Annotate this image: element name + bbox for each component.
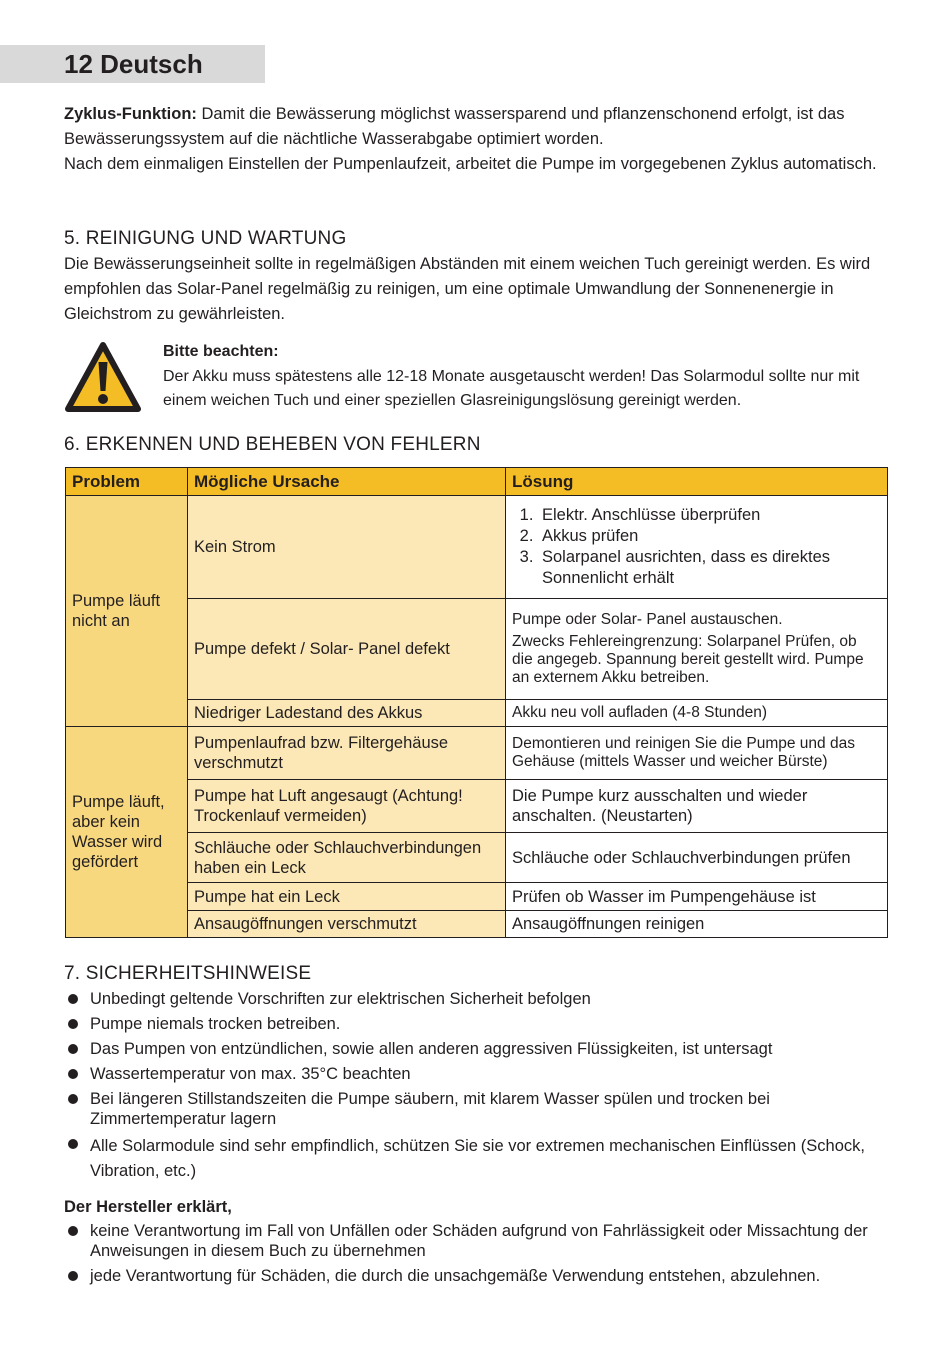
safety-list	[64, 989, 894, 1184]
solution-list-item: 3. Solarpanel ausrichten, dass es direktes Sonnenlicht erhält	[538, 547, 881, 589]
problem-cell: Pumpe läuft nicht an	[66, 496, 188, 727]
solution-list-item: 2. Akkus prüfen	[538, 526, 881, 547]
bullet-icon	[68, 1271, 78, 1281]
solution-list	[512, 505, 881, 589]
bullet-icon	[68, 994, 78, 1004]
solution-cell: Prüfen ob Wasser im Pumpengehäuse ist	[506, 883, 888, 911]
bullet-icon	[68, 1044, 78, 1054]
bullet-icon	[68, 1069, 78, 1079]
solution-cell: Demontieren und reinigen Sie die Pumpe und das Gehäuse (mittels Wasser und weicher Bürste)	[506, 727, 888, 780]
notice-title: Bitte beachten:	[163, 343, 279, 360]
solution-cell: Akku neu voll aufladen (4-8 Stunden)	[506, 700, 888, 727]
notice-text: Der Akku muss spätestens alle 12-18 Monate ausgetauscht werden! Das Solarmodul sollte nur mit einem weichen Tuch und einer speziellen Glasreinigungslösung gereinigt werden.	[163, 367, 860, 409]
table-row	[66, 700, 888, 727]
manufacturer-title: Der Hersteller erklärt,	[64, 1198, 232, 1216]
list-item	[64, 1064, 894, 1084]
notice-box	[163, 340, 903, 414]
solution-cell	[506, 599, 888, 700]
intro-text: Damit die Bewässerung möglichst wassersparend und pflanzenschonend erfolgt, ist das Bewässerungssystem auf die nächtliche Wasserabgabe optimiert worden.	[64, 105, 845, 148]
table-row	[66, 911, 888, 938]
solution-text: Zwecks Fehlereingrenzung: Solarpanel Prüfen, ob die angegeb. Spannung bereit gestellt wird. Pumpe an externem Akku betreiben.	[512, 633, 864, 686]
page-title: 12 Deutsch	[64, 49, 203, 79]
list-item-text: Das Pumpen von entzündlichen, sowie allen anderen aggressiven Flüssigkeiten, ist untersagt	[90, 1040, 773, 1058]
bullet-icon	[68, 1139, 78, 1149]
table-row	[66, 727, 888, 780]
column-header-cause: Mögliche Ursache	[188, 468, 506, 496]
cause-cell: Pumpe hat ein Leck	[188, 883, 506, 911]
table-row	[66, 883, 888, 911]
intro-bold-label: Zyklus-Funktion:	[64, 105, 197, 123]
bullet-icon	[68, 1019, 78, 1029]
table-header-row	[66, 468, 888, 496]
solution-cell: Die Pumpe kurz ausschalten und wieder anschalten. (Neustarten)	[506, 780, 888, 833]
list-item-text: Bei längeren Stillstandszeiten die Pumpe säubern, mit klarem Wasser spülen und trocken bei Zimmertemperatur lagern	[90, 1090, 770, 1128]
troubleshooting-table	[65, 467, 888, 938]
list-item	[64, 1039, 894, 1059]
list-item-text: jede Verantwortung für Schäden, die durch die unsachgemäße Verwendung entstehen, abzulehnen.	[90, 1267, 821, 1285]
cause-cell: Ansaugöffnungen verschmutzt	[188, 911, 506, 938]
cause-cell: Pumpe defekt / Solar- Panel defekt	[188, 599, 506, 700]
cause-cell: Kein Strom	[188, 496, 506, 599]
solution-list-item: 1. Elektr. Anschlüsse überprüfen	[538, 505, 881, 526]
section-7-heading: 7. SICHERHEITSHINWEISE	[64, 963, 312, 984]
list-item	[64, 1014, 894, 1034]
list-item-text: Unbedingt geltende Vorschriften zur elektrischen Sicherheit befolgen	[90, 990, 591, 1008]
list-item	[64, 1134, 894, 1184]
list-item-text: keine Verantwortung im Fall von Unfällen oder Schäden aufgrund von Fahrlässigkeit oder Missachtung der Anweisungen in diesem Buch zu übernehmen	[90, 1222, 868, 1260]
cause-cell: Niedriger Ladestand des Akkus	[188, 700, 506, 727]
bullet-icon	[68, 1226, 78, 1236]
section-6-heading: 6. ERKENNEN UND BEHEBEN VON FEHLERN	[64, 434, 481, 455]
problem-cell: Pumpe läuft, aber kein Wasser wird gefördert	[66, 727, 188, 938]
cause-cell: Schläuche oder Schlauchverbindungen haben ein Leck	[188, 833, 506, 883]
solution-text: Pumpe oder Solar- Panel austauschen.	[512, 611, 783, 628]
section-5-heading: 5. REINIGUNG UND WARTUNG	[64, 228, 347, 249]
list-item-text: Wassertemperatur von max. 35°C beachten	[90, 1065, 411, 1083]
table-row	[66, 599, 888, 700]
warning-triangle-icon	[63, 340, 143, 419]
cause-cell: Pumpe hat Luft angesaugt (Achtung! Trockenlauf vermeiden)	[188, 780, 506, 833]
solution-cell: Schläuche oder Schlauchverbindungen prüfen	[506, 833, 888, 883]
intro-text-2: Nach dem einmaligen Einstellen der Pumpenlaufzeit, arbeitet die Pumpe im vorgegebenen Zyklus automatisch.	[64, 154, 877, 173]
list-item	[64, 1221, 894, 1261]
list-item	[64, 1266, 894, 1286]
list-item	[64, 989, 894, 1009]
list-item	[64, 1089, 894, 1129]
list-item-text: Pumpe niemals trocken betreiben.	[90, 1015, 341, 1033]
table-row	[66, 780, 888, 833]
table-row	[66, 833, 888, 883]
solution-cell	[506, 496, 888, 599]
intro-paragraph	[64, 102, 894, 176]
list-item-text: Alle Solarmodule sind sehr empfindlich, schützen Sie sie vor extremen mechanischen Einflüssen (Schock, Vibration, etc.)	[90, 1137, 865, 1180]
cause-cell: Pumpenlaufrad bzw. Filtergehäuse verschmutzt	[188, 727, 506, 780]
column-header-problem: Problem	[66, 468, 188, 496]
manufacturer-list	[64, 1221, 894, 1286]
column-header-solution: Lösung	[506, 468, 888, 496]
section-5-text: Die Bewässerungseinheit sollte in regelmäßigen Abständen mit einem weichen Tuch gereinigt werden. Es wird empfohlen das Solar-Panel regelmäßig zu reinigen, um eine optimale Umwandlung der Sonnenenergie in Gleichstrom zu gewährleisten.	[64, 255, 871, 323]
table-row	[66, 496, 888, 599]
bullet-icon	[68, 1094, 78, 1104]
solution-cell: Ansaugöffnungen reinigen	[506, 911, 888, 938]
